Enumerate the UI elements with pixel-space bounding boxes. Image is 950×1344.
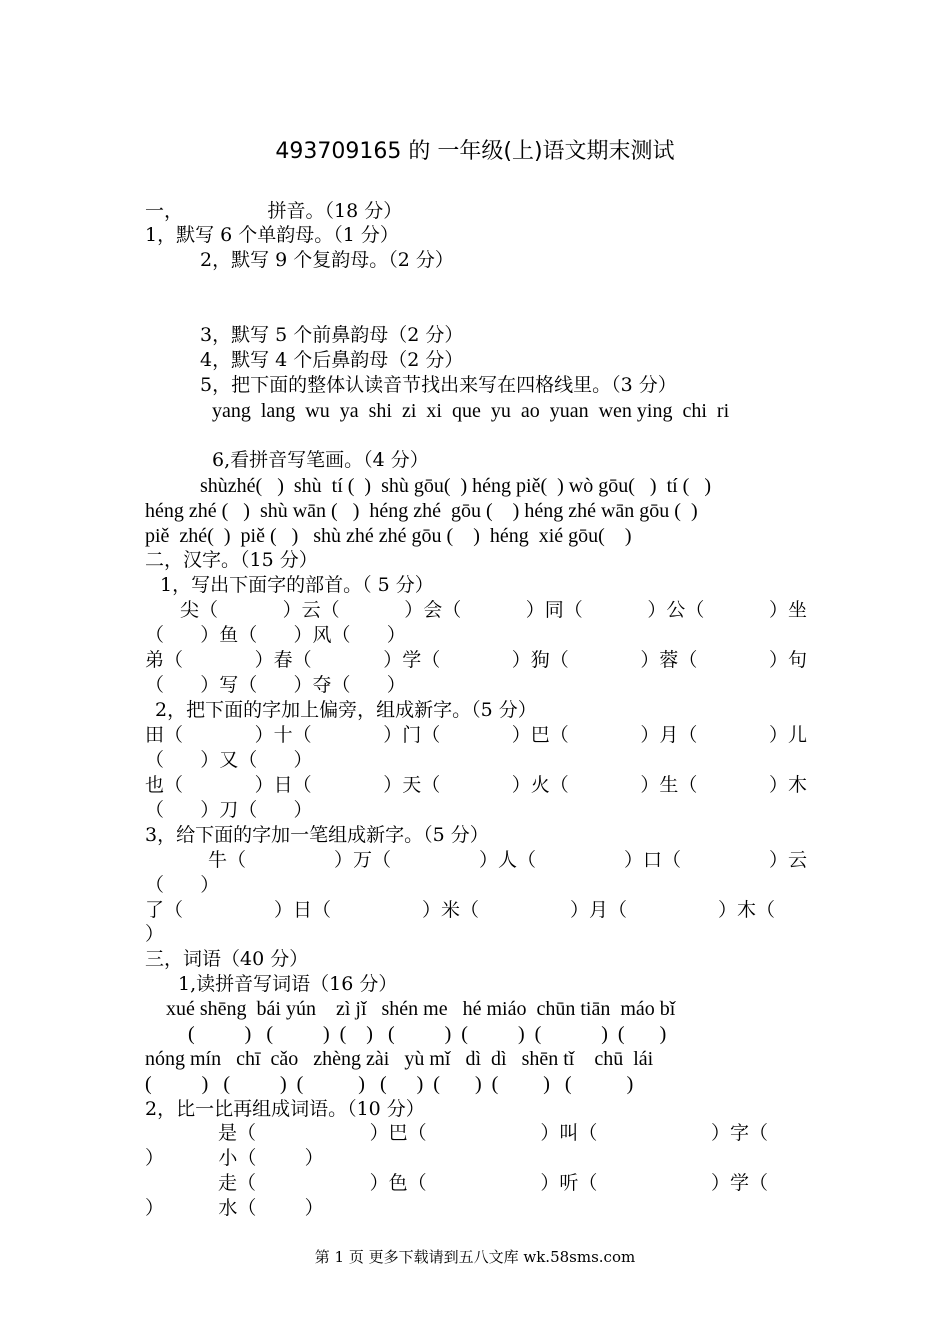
text-cell: 了（ — [145, 899, 184, 921]
page-title: 493709165 的 一年级(上)语文期末测试 — [275, 139, 675, 164]
stroke-line-2: héng zhé ( ) shù wān ( ) héng zhé gōu ( ) héng zhé wān gōu ( ) — [145, 500, 698, 522]
question-3-2: 2，比一比再组成词语。（10 分） — [145, 1098, 425, 1120]
page-footer: 第 1 页 更多下载请到五八文库 wk.58sms.com — [314, 1248, 636, 1266]
text-cell: ）字（ — [710, 1122, 768, 1144]
question-1-5: 5，把下面的整体认读音节找出来写在四格线里。（3 分） — [200, 374, 677, 396]
question-3-1: 1,读拼音写词语（16 分） — [178, 973, 398, 995]
text-cell: ）门（ — [383, 724, 441, 746]
text-cell: ）春（ — [254, 649, 312, 671]
pinyin-words-1: xué shēng bái yún zì jǐ shén me hé miáo chūn tiān máo bǐ — [166, 998, 676, 1020]
text-cell: ）坐 — [768, 599, 807, 621]
text-cell: ）巴（ — [511, 724, 569, 746]
text-cell: ）日（ — [273, 899, 331, 921]
text-cell: ）万（ — [333, 849, 391, 871]
text-cell: ）木（ — [717, 899, 775, 921]
text-cell: ）狗（ — [511, 649, 569, 671]
text-cell: ）儿 — [768, 724, 807, 746]
question-1-1: 1，默写 6 个单韵母。（1 分） — [145, 224, 399, 246]
compare-row-4: ） 水（ ） — [145, 1197, 324, 1219]
stroke-line-1: shùzhé( ) shù tí ( ) shù gōu( ) héng piě( ) wò gōu( ) tí ( ) — [200, 475, 712, 497]
compare-row-2: ） 小（ ） — [145, 1147, 324, 1169]
section-3-heading: 三，词语（40 分） — [145, 948, 309, 970]
syllable-list: yang lang wu ya shi zi xi que yu ao yuan wen ying chi ri — [212, 400, 730, 422]
text-cell: ）日（ — [254, 774, 312, 796]
stroke-add-row-1 — [208, 848, 807, 872]
section-2-heading: 二，汉字。（15 分） — [145, 549, 318, 571]
question-2-3: 3，给下面的字加一笔组成新字。（5 分） — [145, 824, 489, 846]
answer-brackets-1: ( ) ( ) ( ) ( ) ( ) ( ) ( ) — [188, 1023, 667, 1045]
text-cell: ）米（ — [421, 899, 479, 921]
text-cell: 走（ — [218, 1172, 257, 1194]
text-cell: ）云（ — [282, 599, 340, 621]
text-cell: ）月（ — [640, 724, 698, 746]
question-2-1: 1，写出下面字的部首。（ 5 分） — [160, 574, 434, 596]
text-cell: ）色（ — [369, 1172, 427, 1194]
text-cell: ）句 — [768, 649, 807, 671]
text-cell: ）木 — [768, 774, 807, 796]
pinyin-words-2: nóng mín chī cǎo zhèng zài yù mǐ dì dì shēn tǐ chū lái — [145, 1048, 654, 1070]
radical-row-3 — [145, 648, 807, 672]
compare-row-3 — [218, 1171, 768, 1195]
question-2-2: 2，把下面的字加上偏旁，组成新字。（5 分） — [155, 699, 537, 721]
question-1-6: 6,看拼音写笔画。（4 分） — [212, 449, 429, 471]
text-cell: ）人（ — [478, 849, 536, 871]
text-cell: ）听（ — [540, 1172, 598, 1194]
text-cell: ）火（ — [511, 774, 569, 796]
text-cell: ）叫（ — [540, 1122, 598, 1144]
section-1-heading: 一， 拼音。（18 分） — [145, 200, 403, 222]
radical-row-4: （ ）写（ ）夺（ ） — [145, 674, 406, 696]
text-cell: 尖（ — [180, 599, 219, 621]
stroke-add-row-2: （ ） — [145, 874, 220, 896]
text-cell: ）十（ — [254, 724, 312, 746]
text-cell: 田（ — [145, 724, 184, 746]
text-cell: ）学（ — [383, 649, 441, 671]
text-cell: 牛（ — [208, 849, 247, 871]
question-1-3: 3，默写 5 个前鼻韵母（2 分） — [200, 324, 464, 346]
question-1-2: 2，默写 9 个复韵母。（2 分） — [200, 249, 454, 271]
text-cell: ）云 — [768, 849, 807, 871]
text-cell: ）蓉（ — [640, 649, 698, 671]
stroke-add-row-3 — [145, 898, 775, 922]
radical-add-row-4: （ ）刀（ ） — [145, 799, 313, 821]
text-cell: 也（ — [145, 774, 184, 796]
answer-brackets-2: ( ) ( ) ( ) ( ) ( ) ( ) ( ) — [145, 1073, 634, 1095]
text-cell: ）同（ — [525, 599, 583, 621]
text-cell: 弟（ — [145, 649, 184, 671]
radical-row-2: （ ）鱼（ ）风（ ） — [145, 624, 406, 646]
text-cell: ）月（ — [569, 899, 627, 921]
compare-row-1 — [218, 1121, 768, 1145]
stroke-add-row-4: ） — [145, 923, 165, 945]
stroke-line-3: piě zhé( ) piě ( ) shù zhé zhé gōu ( ) héng xié gōu( ) — [145, 525, 632, 547]
radical-add-row-1 — [145, 723, 807, 747]
question-1-4: 4，默写 4 个后鼻韵母（2 分） — [200, 349, 464, 371]
text-cell: ）公（ — [647, 599, 705, 621]
text-cell: ）口（ — [623, 849, 681, 871]
radical-add-row-3 — [145, 773, 807, 797]
radical-add-row-2: （ ）又（ ） — [145, 749, 313, 771]
text-cell: ）学（ — [710, 1172, 768, 1194]
radical-row-1 — [180, 598, 807, 622]
text-cell: ）会（ — [404, 599, 462, 621]
text-cell: ）巴（ — [369, 1122, 427, 1144]
text-cell: 是（ — [218, 1122, 257, 1144]
text-cell: ）生（ — [640, 774, 698, 796]
text-cell: ）天（ — [383, 774, 441, 796]
